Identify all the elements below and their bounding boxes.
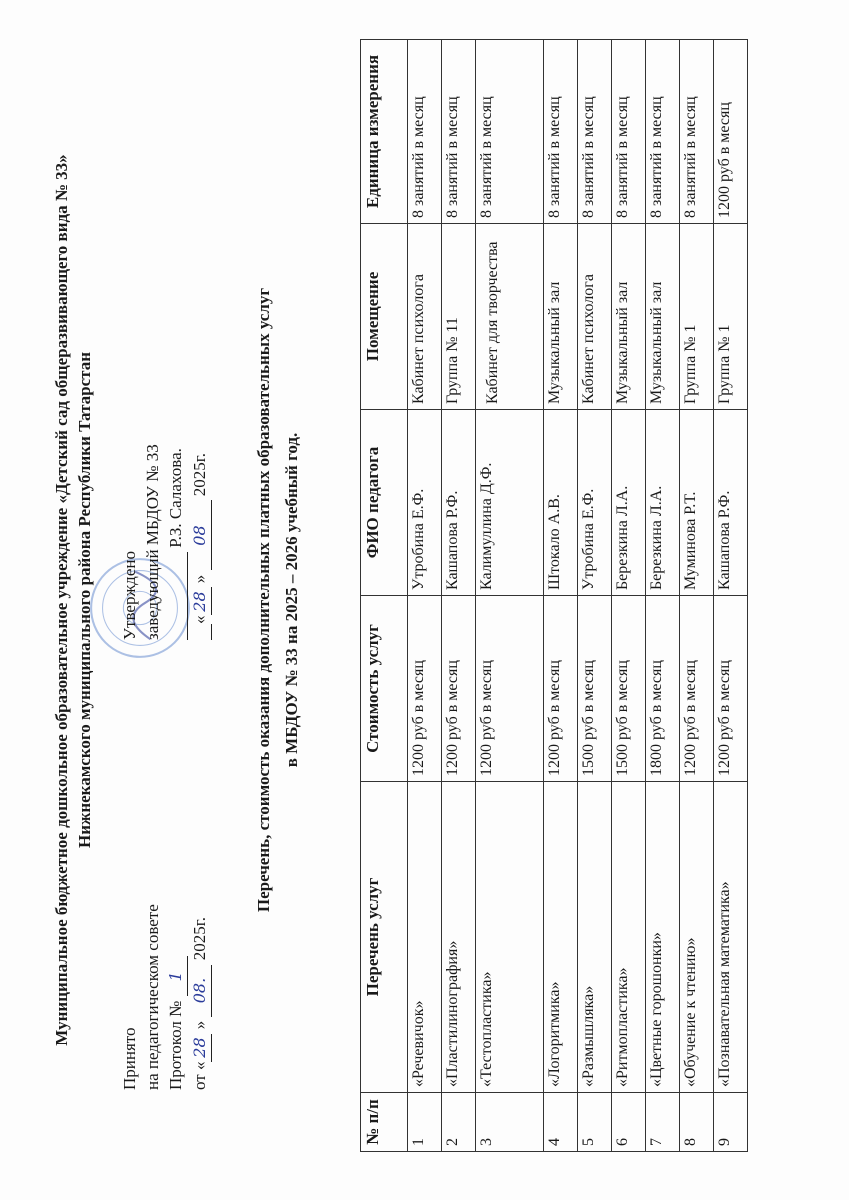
unit: 8 занятий в месяц: [578, 40, 612, 224]
service-cost: 1200 руб в месяц: [544, 596, 578, 782]
room: Музыкальный зал: [612, 224, 646, 410]
service-name: «Цветные горошонки»: [646, 782, 680, 1093]
col-unit: Единица измерения: [361, 40, 408, 224]
accepted-label: Принято: [120, 1027, 139, 1090]
month: 08: [188, 501, 212, 571]
table-row: [578, 40, 612, 1152]
row-number: 7: [646, 1093, 680, 1152]
table-header: [361, 40, 408, 1152]
list-subheading: в МБДОУ № 33 на 2025 – 2026 учебный год.: [282, 432, 301, 768]
service-cost: 1200 руб в месяц: [408, 596, 442, 782]
unit: 8 занятий в месяц: [544, 40, 578, 224]
service-name: «Логоритмика»: [544, 782, 578, 1093]
service-name: «Обучение к чтению»: [680, 782, 714, 1093]
row-number: 6: [612, 1093, 646, 1152]
table-row: [680, 40, 714, 1152]
teacher-name: Березкина Л.А.: [612, 410, 646, 596]
row-number: 2: [442, 1093, 476, 1152]
unit: 8 занятий в месяц: [408, 40, 442, 224]
approver-name: Р.З. Салахова.: [166, 448, 185, 548]
day: 28: [188, 588, 212, 616]
service-cost: 1200 руб в месяц: [680, 596, 714, 782]
teacher-name: Муминова Р.Т.: [680, 410, 714, 596]
table-row: [442, 40, 476, 1152]
approved-label: Утверждено: [120, 551, 139, 640]
teacher-name: Кашапова Р.Ф.: [714, 410, 748, 596]
col-number: № п/п: [361, 1093, 408, 1152]
accepted-date: [188, 904, 212, 1090]
protocol-label: Протокол №: [166, 1000, 185, 1090]
room: Кабинет психолога: [408, 224, 442, 410]
col-teacher: ФИО педагога: [361, 410, 408, 596]
room: Группа № 1: [714, 224, 748, 410]
row-number: 5: [578, 1093, 612, 1152]
teacher-name: Утробина Е.Ф.: [408, 410, 442, 596]
col-cost: Стоимость услуг: [361, 596, 408, 782]
table-row: [612, 40, 646, 1152]
room: Группа № 1: [680, 224, 714, 410]
row-number: 8: [680, 1093, 714, 1152]
list-heading: Перечень, стоимость оказания дополнительных платных образовательных услуг: [254, 287, 273, 913]
service-cost: 1200 руб в месяц: [442, 596, 476, 782]
table-row: [408, 40, 442, 1152]
unit: 8 занятий в месяц: [442, 40, 476, 224]
unit: 8 занятий в месяц: [476, 40, 544, 224]
teacher-name: Калимуллина Д.Ф.: [476, 410, 544, 596]
service-name: «Пластилинография»: [442, 782, 476, 1093]
unit: 8 занятий в месяц: [680, 40, 714, 224]
service-name: «Тестопластика»: [476, 782, 544, 1093]
room: Кабинет для творчества: [476, 224, 544, 410]
service-name: «Речевичок»: [408, 782, 442, 1093]
unit: 8 занятий в месяц: [646, 40, 680, 224]
col-service: Перечень услуг: [361, 782, 408, 1093]
row-number: 9: [714, 1093, 748, 1152]
approved-signature-line: [164, 444, 188, 640]
table-row: [714, 40, 748, 1152]
table-row: [544, 40, 578, 1152]
year: 2025г.: [190, 916, 209, 961]
service-cost: 1200 руб в месяц: [476, 596, 544, 782]
teacher-name: Березкина Л.А.: [646, 410, 680, 596]
quote: »: [190, 1020, 209, 1030]
service-name: «Ритмопластика»: [612, 782, 646, 1093]
service-cost: 1500 руб в месяц: [612, 596, 646, 782]
teacher-name: Утробина Е.Ф.: [578, 410, 612, 596]
accepted-block: [118, 904, 212, 1090]
room: Группа № 11: [442, 224, 476, 410]
service-name: «Познавательная математика»: [714, 782, 748, 1093]
row-number: 4: [544, 1093, 578, 1152]
teacher-name: Кашапова Р.Ф.: [442, 410, 476, 596]
service-cost: 1500 руб в месяц: [578, 596, 612, 782]
institution-name: Муниципальное бюджетное дошкольное образовательное учреждение «Детский сад общеразвивающего вида № 33»: [52, 154, 71, 1046]
approved-block: [118, 444, 212, 640]
approved-position: заведующий МБДОУ № 33: [143, 444, 162, 640]
room: Музыкальный зал: [544, 224, 578, 410]
unit: 8 занятий в месяц: [612, 40, 646, 224]
day: 28: [188, 1034, 212, 1062]
protocol-line: [164, 904, 188, 1090]
room: Музыкальный зал: [646, 224, 680, 410]
unit: 1200 руб в месяц: [714, 40, 748, 224]
accepted-council: на педагогическом совете: [143, 904, 162, 1090]
services-table: [360, 39, 748, 1152]
year: 2025г.: [190, 452, 209, 497]
month: 08.: [188, 965, 212, 1017]
table-row: [646, 40, 680, 1152]
row-number: 3: [476, 1093, 544, 1152]
date-prefix: «: [190, 615, 209, 624]
col-room: Помещение: [361, 224, 408, 410]
quote: »: [190, 574, 209, 584]
date-prefix: от «: [190, 1061, 209, 1090]
teacher-name: Штокало А.В.: [544, 410, 578, 596]
table-row: [476, 40, 544, 1152]
service-cost: 1200 руб в месяц: [714, 596, 748, 782]
service-name: «Размышляка»: [578, 782, 612, 1093]
protocol-number: 1: [164, 956, 188, 996]
approved-date: [188, 444, 212, 640]
room: Кабинет психолога: [578, 224, 612, 410]
institution-district: Нижнекамского муниципального района Республики Татарстан: [75, 352, 94, 848]
service-cost: 1800 руб в месяц: [646, 596, 680, 782]
row-number: 1: [408, 1093, 442, 1152]
